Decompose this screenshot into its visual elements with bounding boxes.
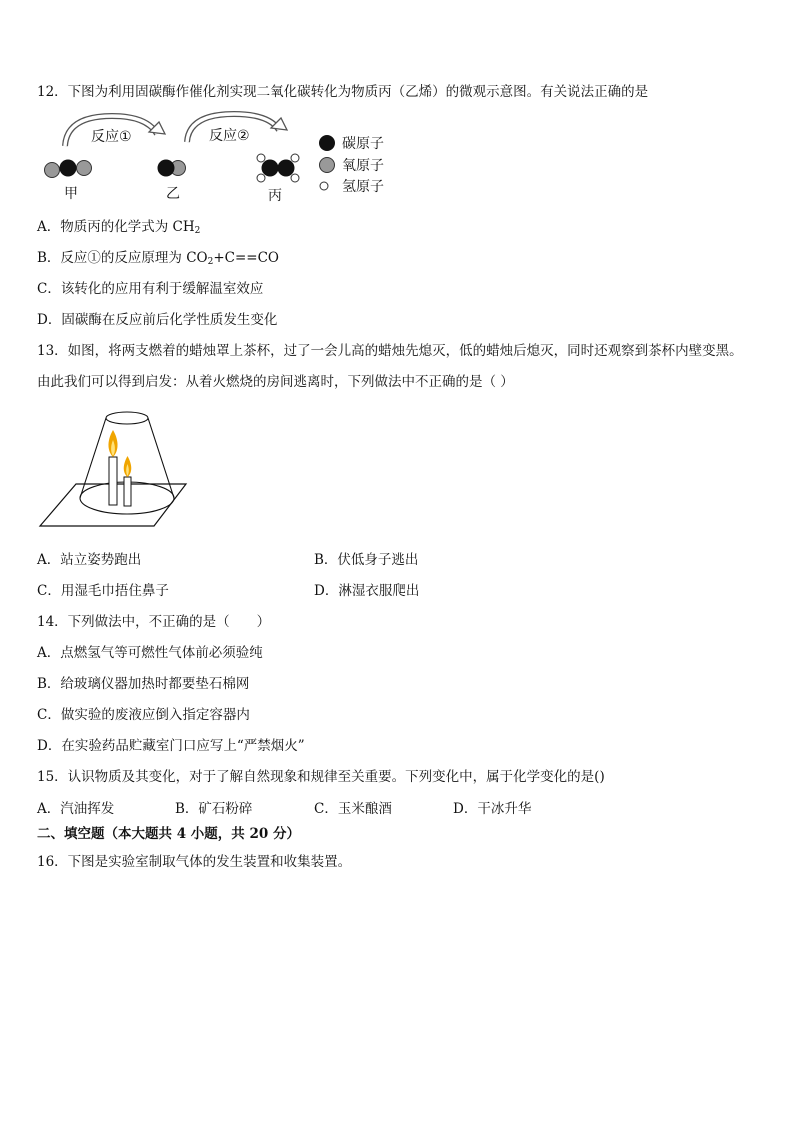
label-jia: 甲 [64, 186, 78, 202]
cup-top [106, 412, 148, 424]
molecule-yi [158, 160, 186, 177]
q15-option-a: A．汽油挥发 [37, 801, 115, 817]
molecule-diagram [37, 108, 397, 204]
reaction-2-label: 反应② [209, 128, 250, 144]
q13-option-b: B．伏低身子逃出 [314, 552, 419, 568]
q15-option-c: C．玉米酿酒 [314, 801, 392, 817]
reaction-1-label: 反应① [91, 129, 132, 145]
q15-stem: 15．认识物质及其变化，对于了解自然现象和规律至关重要。下列变化中，属于化学变化的是() [37, 769, 605, 785]
legend-oxygen-swatch [320, 158, 335, 173]
short-candle [124, 477, 131, 506]
molecule-bing [257, 154, 299, 182]
q14-option-a: A．点燃氢气等可燃性气体前必须验纯 [37, 645, 263, 661]
candle-cup-illustration [36, 402, 196, 532]
q14-option-b: B．给玻璃仪器加热时都要垫石棉网 [37, 676, 250, 692]
molecule-jia [45, 160, 92, 178]
q13-option-d: D．淋湿衣服爬出 [314, 583, 420, 599]
q12-option-c: C．该转化的应用有利于缓解温室效应 [37, 281, 264, 297]
q15-option-d: D．干冰升华 [453, 801, 532, 817]
legend-hydrogen-swatch [320, 182, 328, 190]
q12-option-d: D．固碳酶在反应前后化学性质发生变化 [37, 312, 278, 328]
q16-stem: 16．下图是实验室制取气体的发生装置和收集装置。 [37, 854, 352, 870]
legend-oxygen-label: 氧原子 [342, 158, 384, 174]
q13-option-a: A．站立姿势跑出 [37, 552, 142, 568]
legend-hydrogen-label: 氢原子 [342, 179, 384, 195]
q14-stem: 14．下列做法中，不正确的是（ ） [37, 614, 271, 630]
legend [319, 135, 384, 195]
q14-option-c: C．做实验的废液应倒入指定容器内 [37, 707, 250, 723]
label-bing: 丙 [268, 188, 282, 204]
q15-option-b: B．矿石粉碎 [175, 801, 253, 817]
tall-candle [109, 457, 117, 505]
section-heading: 二、填空题（本大题共 4 小题，共 20 分） [37, 826, 300, 842]
legend-carbon-swatch [319, 135, 335, 151]
q12-option-b: B．反应①的反应原理为 $CO_2+C==CO$ [37, 250, 280, 267]
q13-stem-line2: 由此我们可以得到启发：从着火燃烧的房间逃离时，下列做法中不正确的是（ ） [37, 374, 514, 390]
q13-option-c: C．用湿毛巾捂住鼻子 [37, 583, 169, 599]
label-yi: 乙 [166, 186, 180, 202]
q12-option-a: A．物质丙的化学式为 $CH_2$ [37, 219, 201, 236]
q12-stem: 12．下图为利用固碳酶作催化剂实现二氧化碳转化为物质丙（乙烯）的微观示意图。有关说法正确的是 [37, 84, 649, 100]
q14-option-d: D．在实验药品贮藏室门口应写上“严禁烟火” [37, 738, 305, 754]
legend-carbon-label: 碳原子 [342, 136, 384, 152]
q13-stem-line1: 13．如图，将两支燃着的蜡烛罩上茶杯，过了一会儿高的蜡烛先熄灭，低的蜡烛后熄灭，同时还观察到茶杯内壁变黑。 [37, 343, 743, 359]
